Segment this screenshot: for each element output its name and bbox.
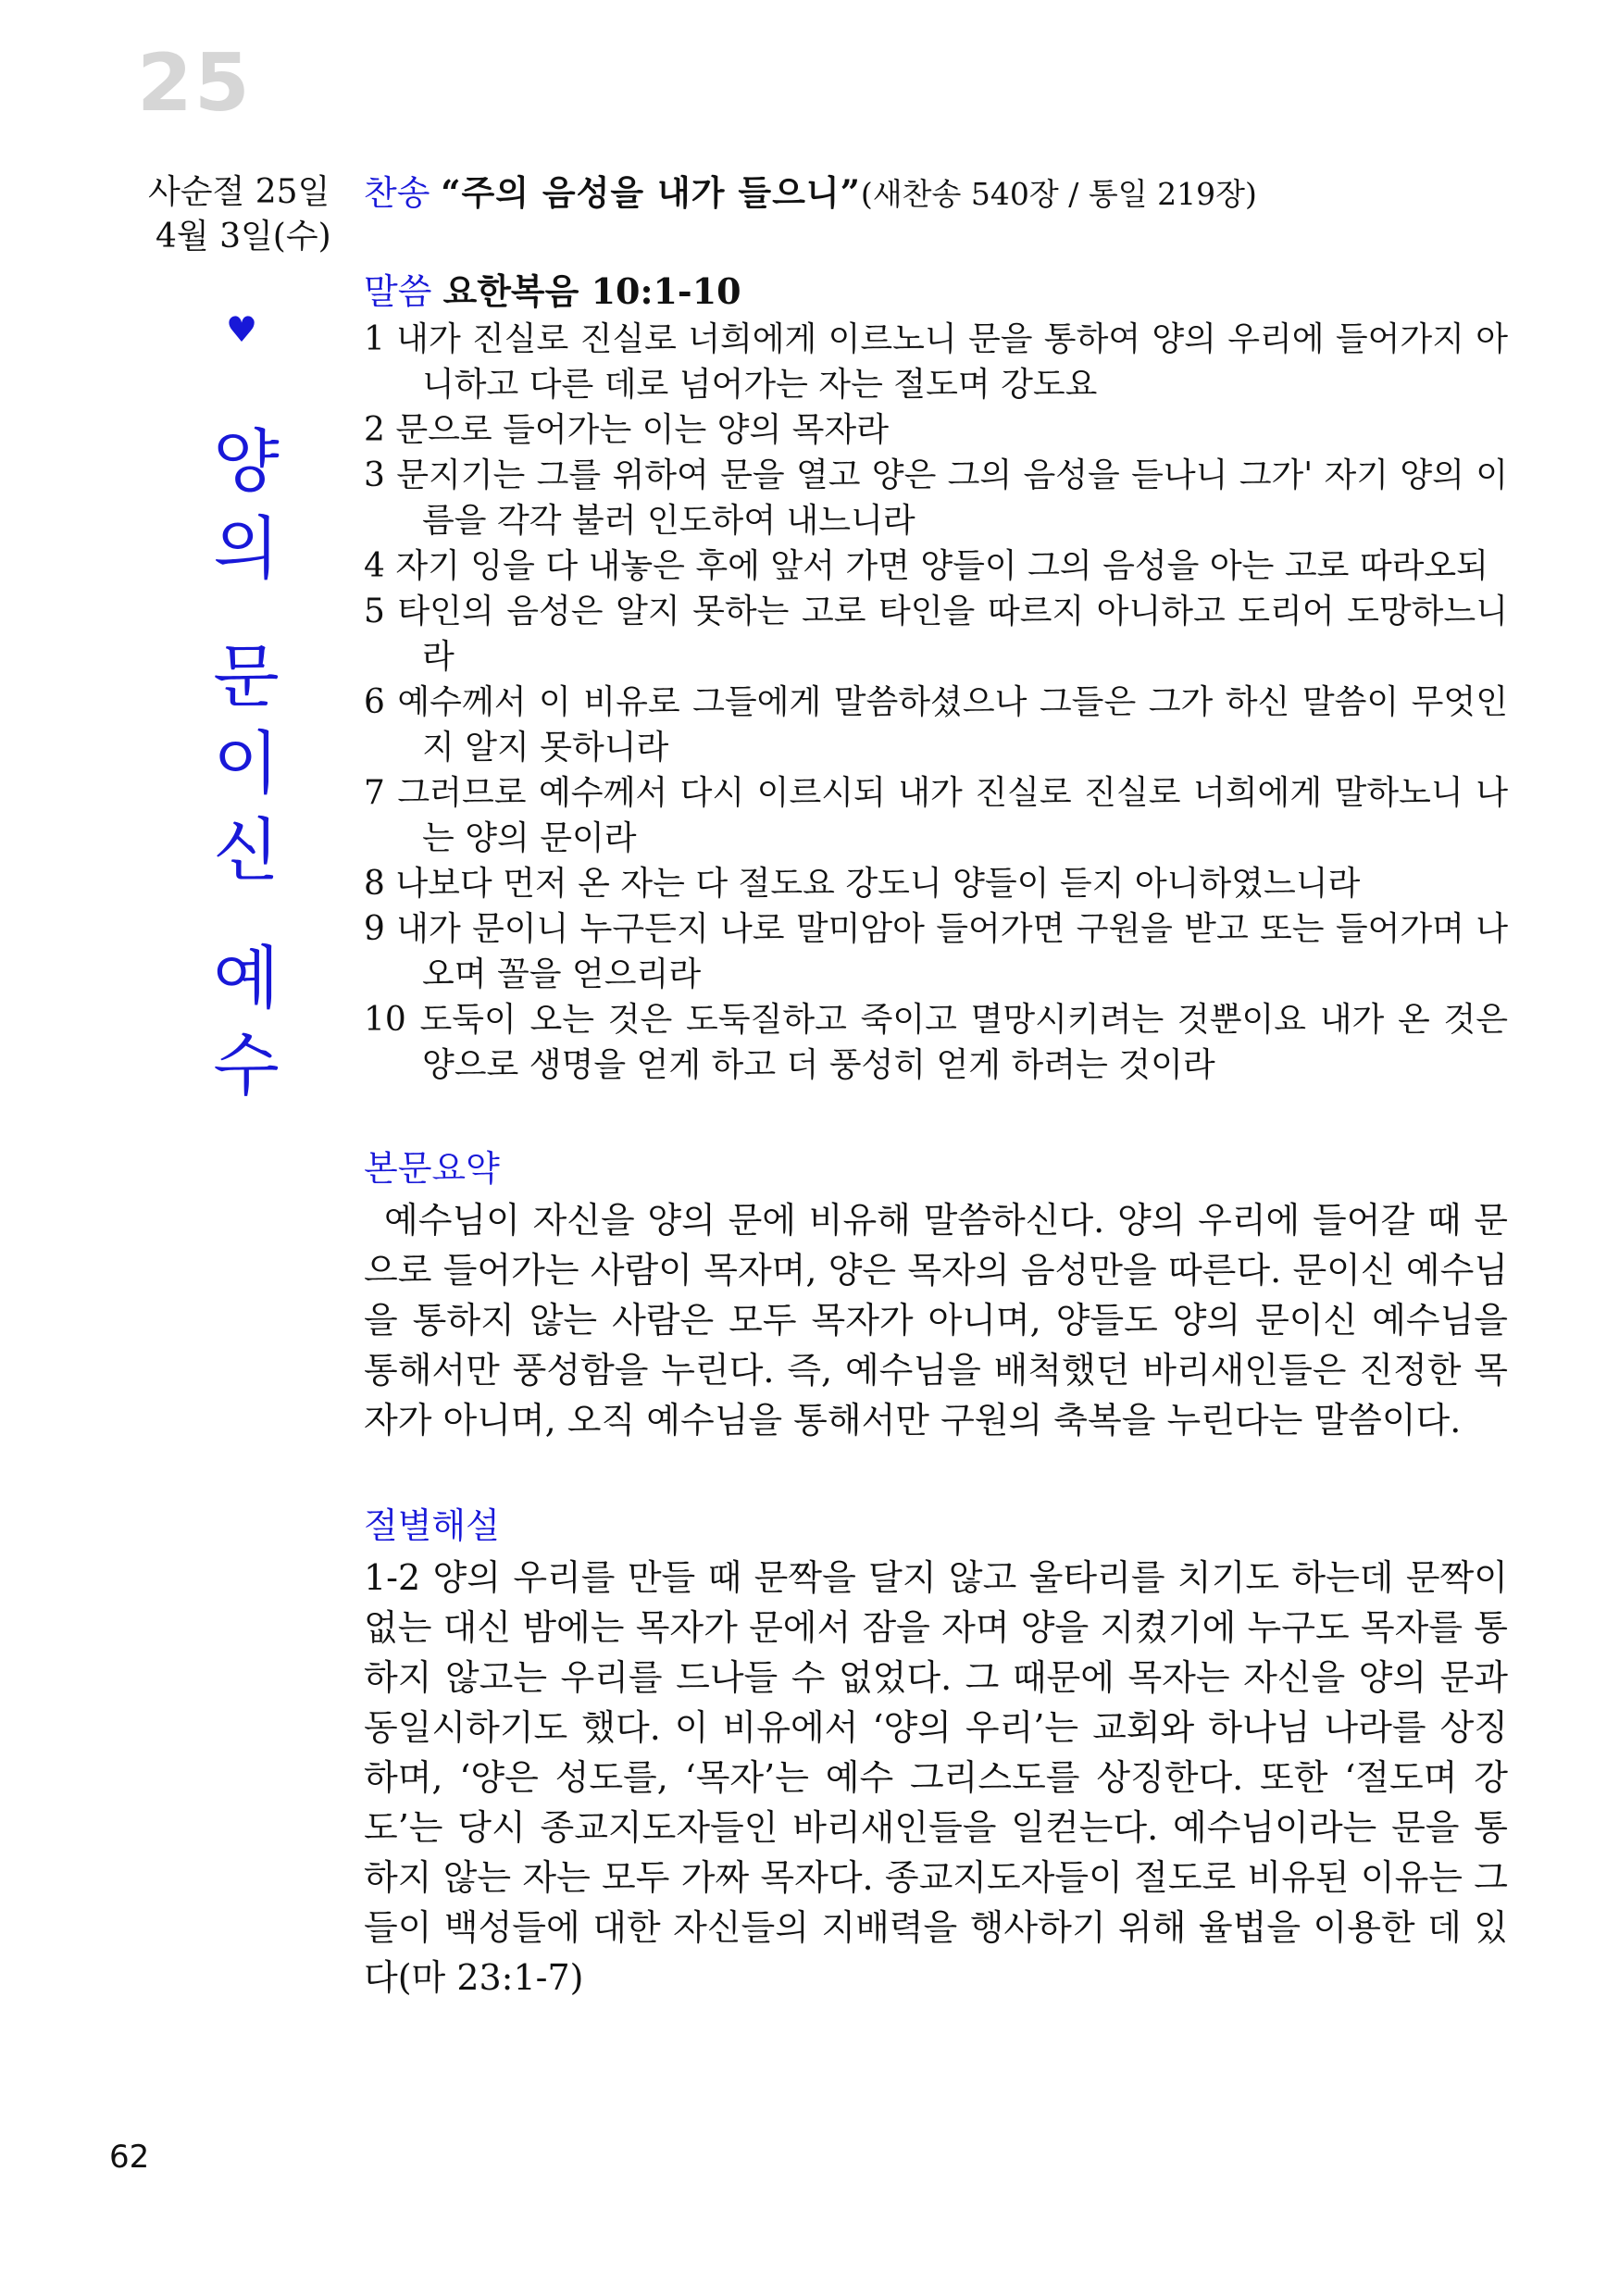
verse: 7 그러므로 예수께서 다시 이르시되 내가 진실로 진실로 너희에게 말하노니 나는 양의 문이라 xyxy=(364,774,1508,857)
scripture-header xyxy=(364,268,1508,315)
date-line-day: 4월 3일(수) xyxy=(156,218,331,256)
summary-title: 본문요약 xyxy=(364,1148,500,1189)
main-content xyxy=(364,268,1508,2003)
theme-char: 문 xyxy=(213,637,280,717)
day-number: 25 xyxy=(137,37,252,130)
heart-icon: ♥ xyxy=(226,309,258,350)
theme-char xyxy=(209,593,283,633)
page-number: 62 xyxy=(109,2139,150,2176)
commentary-title: 절별해설 xyxy=(364,1505,500,1546)
verse: 2 문으로 들어가는 이는 양의 목자라 xyxy=(364,411,889,449)
verse: 5 타인의 음성은 알지 못하는 고로 타인을 따르지 아니하고 도리어 도망하느니라 xyxy=(364,593,1508,676)
verse: 1 내가 진실로 진실로 너희에게 이르노니 문을 통하여 양의 우리에 들어가지 아니하고 다른 데로 넘어가는 자는 절도며 강도요 xyxy=(364,320,1508,404)
verse: 10 도둑이 오는 것은 도둑질하고 죽이고 멸망시키려는 것뿐이요 내가 온 것은 양으로 생명을 얻게 하고 더 풍성히 얻게 하려는 것이라 xyxy=(364,1001,1508,1084)
summary-text: 예수님이 자신을 양의 문에 비유해 말씀하신다. 양의 우리에 들어갈 때 문으로 들어가는 사람이 목자며, 양은 목자의 음성만을 따른다. 문이신 예수님을 통하지 않는 사람은 모두 목자가 아니며, 양들도 양의 문이신 예수님을 통해서만 풍성함을 누린다. 즉, 예수님을 배척했던 바리새인들은 진정한 목자가 아니며, 오직 예수님을 통해서만 구원의 축복을 누린다는 말씀이다. xyxy=(364,1200,1508,1441)
vertical-theme-title xyxy=(209,418,283,1109)
date-block xyxy=(148,170,331,259)
theme-char: 의 xyxy=(213,509,280,589)
verse: 4 자기 잉을 다 내놓은 후에 앞서 가면 양들이 그의 음성을 아는 고로 따라오되 xyxy=(364,547,1488,585)
date-line-season: 사순절 25일 xyxy=(148,173,330,211)
verse: 9 내가 문이니 누구든지 나로 말미암아 들어가면 구원을 받고 또는 들어가며 나오며 꼴을 얻으리라 xyxy=(364,910,1508,993)
verse: 8 나보다 먼저 온 자는 다 절도요 강도니 양들이 듣지 아니하였느니라 xyxy=(364,865,1361,903)
theme-char: 양 xyxy=(213,422,280,502)
commentary-text: 1-2 양의 우리를 만들 때 문짝을 달지 않고 울타리를 치기도 하는데 문짝이 없는 대신 밤에는 목자가 문에서 잠을 자며 양을 지켰기에 누구도 목자를 통하지 않고는 우리를 드나들 수 없었다. 그 때문에 목자는 자신을 양의 문과 동일시하기도 했다. 이 비유에서 ‘양의 우리’는 교회와 하나님 나라를 상징하며, ‘양은 성도를, ‘목자’는 예수 그리스도를 상징한다. 또한 ‘절도며 강도’는 당시 종교지도자들인 바리새인들을 일컫는다. 예수님이라는 문을 통하지 않는 자는 모두 가짜 목자다. 종교지도자들이 절도로 비유된 이유는 그들이 백성들에 대한 자신들의 지배력을 행사하기 위해 율법을 이용한 데 있다(마 23:1-7) xyxy=(364,1557,1508,1998)
scripture-label: 말씀 xyxy=(364,271,432,312)
hymn-line xyxy=(364,170,1257,217)
scripture-reference: 요한복음 10:1-10 xyxy=(442,270,741,312)
hymn-title: “주의 음성을 내가 들으니” xyxy=(441,172,861,213)
verse: 6 예수께서 이 비유로 그들에게 말씀하셨으나 그들은 그가 하신 말씀이 무엇인지 알지 못하니라 xyxy=(364,683,1508,767)
theme-char xyxy=(209,894,283,935)
theme-char: 이 xyxy=(213,724,280,804)
verse: 3 문지기는 그를 위하여 문을 열고 양은 그의 음성을 듣나니 그가' 자기 양의 이름을 각각 불러 인도하여 내느니라 xyxy=(364,456,1508,540)
hymn-label: 찬송 xyxy=(364,173,430,213)
theme-char: 신 xyxy=(213,811,280,891)
theme-char: 예 xyxy=(213,939,280,1018)
verse-list xyxy=(364,317,1508,1088)
theme-char: 수 xyxy=(213,1026,280,1105)
hymn-reference: (새찬송 540장 / 통일 219장) xyxy=(860,176,1257,212)
